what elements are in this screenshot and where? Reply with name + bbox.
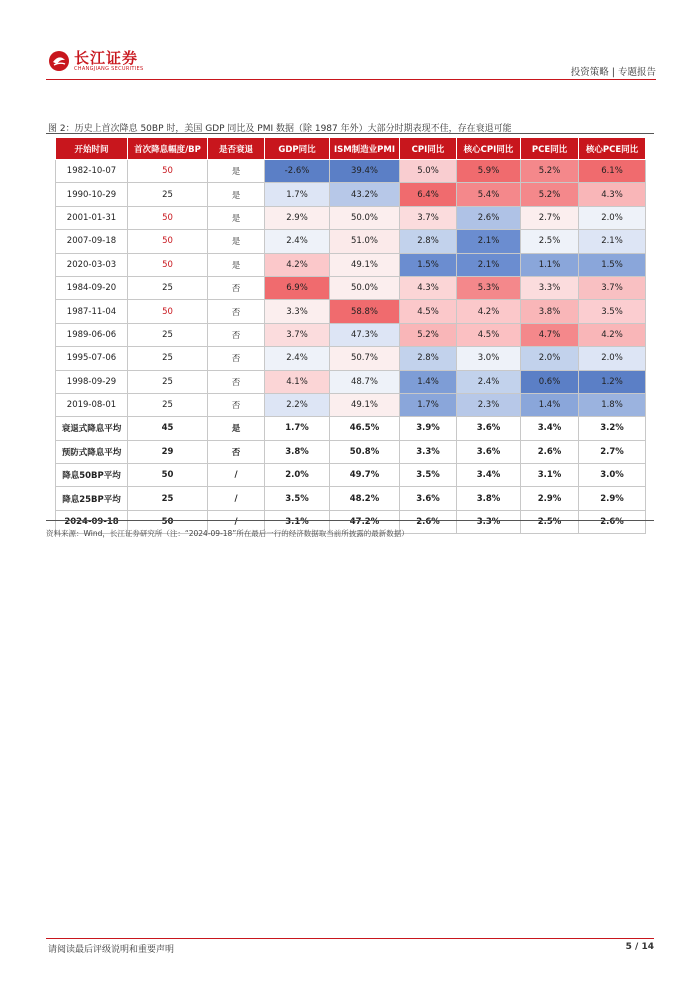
- cell-core-pce: 2.0%: [579, 347, 646, 370]
- figure-title: 图 2：历史上首次降息 50BP 时，美国 GDP 同比及 PMI 数据（除 1987 年外）大部分时期表现不佳，存在衰退可能: [48, 124, 512, 134]
- cell-pce: 2.5%: [521, 230, 579, 253]
- summary-cell-start-date: 衰退式降息平均: [56, 417, 128, 440]
- logo-chinese-name: 长江证券: [74, 49, 139, 67]
- table-row: [56, 347, 646, 370]
- cell-ism-pmi: 50.0%: [330, 276, 400, 299]
- cell-start-date: 1995-07-06: [56, 347, 128, 370]
- table-row: [56, 323, 646, 346]
- summary-cell-gdp: 3.1%: [265, 510, 330, 533]
- summary-cell-start-date: 降息25BP平均: [56, 487, 128, 510]
- cell-core-cpi: 5.3%: [457, 276, 521, 299]
- cell-core-cpi: 3.0%: [457, 347, 521, 370]
- cell-gdp: 2.9%: [265, 206, 330, 229]
- cell-cut-size: 25: [128, 393, 208, 416]
- cell-core-pce: 3.7%: [579, 276, 646, 299]
- page-number: 5 / 14: [625, 942, 654, 952]
- table-header-row: [56, 138, 646, 160]
- cell-cut-size: 25: [128, 370, 208, 393]
- summary-cell-pce: 3.1%: [521, 464, 579, 487]
- rate-cut-comparison-table: [55, 137, 646, 534]
- cell-cut-size: 25: [128, 183, 208, 206]
- summary-cell-start-date: 2024-09-18: [56, 510, 128, 533]
- col-header-ism-pmi: ISM制造业PMI: [330, 138, 400, 160]
- cell-ism-pmi: 43.2%: [330, 183, 400, 206]
- summary-cell-ism-pmi: 47.2%: [330, 510, 400, 533]
- cell-pce: 2.0%: [521, 347, 579, 370]
- cell-cpi: 1.7%: [400, 393, 457, 416]
- cell-start-date: 2020-03-03: [56, 253, 128, 276]
- cell-cpi: 5.2%: [400, 323, 457, 346]
- summary-cell-pce: 2.6%: [521, 440, 579, 463]
- summary-cell-core-cpi: 3.8%: [457, 487, 521, 510]
- table-top-divider: [46, 133, 654, 134]
- summary-cell-ism-pmi: 50.8%: [330, 440, 400, 463]
- cell-cpi: 4.5%: [400, 300, 457, 323]
- cell-recession: 是: [208, 206, 265, 229]
- cell-cpi: 3.7%: [400, 206, 457, 229]
- cell-start-date: 2001-01-31: [56, 206, 128, 229]
- cell-ism-pmi: 58.8%: [330, 300, 400, 323]
- summary-cell-cut-size: 25: [128, 487, 208, 510]
- summary-cell-recession: /: [208, 464, 265, 487]
- summary-cell-recession: 否: [208, 440, 265, 463]
- cell-core-pce: 2.0%: [579, 206, 646, 229]
- cell-cpi: 1.5%: [400, 253, 457, 276]
- cell-recession: 否: [208, 276, 265, 299]
- cell-pce: 3.8%: [521, 300, 579, 323]
- table-row: [56, 253, 646, 276]
- brand-logo: [48, 50, 143, 72]
- cell-cpi: 5.0%: [400, 160, 457, 183]
- cell-recession: 否: [208, 370, 265, 393]
- cell-core-cpi: 4.5%: [457, 323, 521, 346]
- cell-pce: 3.3%: [521, 276, 579, 299]
- cell-recession: 是: [208, 183, 265, 206]
- cell-core-cpi: 2.4%: [457, 370, 521, 393]
- summary-row: [56, 464, 646, 487]
- cell-ism-pmi: 49.1%: [330, 393, 400, 416]
- summary-cell-start-date: 降息50BP平均: [56, 464, 128, 487]
- summary-cell-core-cpi: 3.6%: [457, 417, 521, 440]
- table-bottom-divider: [46, 520, 654, 521]
- summary-cell-cpi: 2.6%: [400, 510, 457, 533]
- summary-row: [56, 487, 646, 510]
- cell-core-cpi: 2.1%: [457, 253, 521, 276]
- cell-cut-size: 25: [128, 323, 208, 346]
- cell-ism-pmi: 48.7%: [330, 370, 400, 393]
- table-row: [56, 300, 646, 323]
- cell-pce: 5.2%: [521, 160, 579, 183]
- summary-cell-cut-size: 50: [128, 510, 208, 533]
- cell-recession: 否: [208, 393, 265, 416]
- summary-cell-ism-pmi: 49.7%: [330, 464, 400, 487]
- col-header-start-date: 开始时间: [56, 138, 128, 160]
- summary-cell-recession: /: [208, 487, 265, 510]
- col-header-cut-size: 首次降息幅度/BP: [128, 138, 208, 160]
- summary-cell-cpi: 3.5%: [400, 464, 457, 487]
- cell-core-cpi: 2.6%: [457, 206, 521, 229]
- summary-cell-gdp: 1.7%: [265, 417, 330, 440]
- cell-cpi: 2.8%: [400, 230, 457, 253]
- cell-recession: 是: [208, 160, 265, 183]
- summary-cell-start-date: 预防式降息平均: [56, 440, 128, 463]
- col-header-core-cpi: 核心CPI同比: [457, 138, 521, 160]
- summary-cell-cpi: 3.6%: [400, 487, 457, 510]
- col-header-gdp: GDP同比: [265, 138, 330, 160]
- cell-core-pce: 1.2%: [579, 370, 646, 393]
- summary-cell-core-pce: 3.0%: [579, 464, 646, 487]
- cell-gdp: 3.7%: [265, 323, 330, 346]
- cell-pce: 1.4%: [521, 393, 579, 416]
- table-row: [56, 276, 646, 299]
- cell-start-date: 1998-09-29: [56, 370, 128, 393]
- summary-cell-pce: 3.4%: [521, 417, 579, 440]
- cell-cpi: 6.4%: [400, 183, 457, 206]
- header-divider: [46, 79, 656, 80]
- col-header-recession: 是否衰退: [208, 138, 265, 160]
- summary-cell-gdp: 3.5%: [265, 487, 330, 510]
- summary-cell-cpi: 3.3%: [400, 440, 457, 463]
- cell-cut-size: 50: [128, 206, 208, 229]
- table-row: [56, 206, 646, 229]
- cell-cpi: 1.4%: [400, 370, 457, 393]
- cell-cpi: 4.3%: [400, 276, 457, 299]
- cell-gdp: 2.2%: [265, 393, 330, 416]
- summary-cell-core-cpi: 3.6%: [457, 440, 521, 463]
- summary-cell-core-cpi: 3.3%: [457, 510, 521, 533]
- cell-start-date: 1989-06-06: [56, 323, 128, 346]
- cell-core-pce: 2.1%: [579, 230, 646, 253]
- summary-cell-pce: 2.5%: [521, 510, 579, 533]
- summary-cell-recession: 是: [208, 417, 265, 440]
- table-row: [56, 160, 646, 183]
- summary-cell-gdp: 2.0%: [265, 464, 330, 487]
- col-header-core-pce: 核心PCE同比: [579, 138, 646, 160]
- cell-gdp: 4.1%: [265, 370, 330, 393]
- cell-core-cpi: 5.9%: [457, 160, 521, 183]
- summary-cell-recession: /: [208, 510, 265, 533]
- table-row: [56, 183, 646, 206]
- col-header-pce: PCE同比: [521, 138, 579, 160]
- table-body: [56, 160, 646, 534]
- summary-cell-core-pce: 2.6%: [579, 510, 646, 533]
- cell-gdp: 4.2%: [265, 253, 330, 276]
- cell-gdp: -2.6%: [265, 160, 330, 183]
- footer-disclaimer: 请阅读最后评级说明和重要声明: [48, 945, 175, 955]
- summary-cell-cpi: 3.9%: [400, 417, 457, 440]
- source-note: 资料来源：Wind，长江证券研究所（注：“2024-09-18”所在最后一行的经济数据取当前所披露的最新数据）: [46, 529, 409, 538]
- table-row: [56, 370, 646, 393]
- changjiang-logo-icon: [48, 50, 70, 72]
- cell-gdp: 2.4%: [265, 347, 330, 370]
- cell-core-pce: 4.3%: [579, 183, 646, 206]
- summary-cell-cut-size: 29: [128, 440, 208, 463]
- cell-ism-pmi: 49.1%: [330, 253, 400, 276]
- cell-core-pce: 6.1%: [579, 160, 646, 183]
- cell-ism-pmi: 50.7%: [330, 347, 400, 370]
- cell-core-pce: 3.5%: [579, 300, 646, 323]
- summary-cell-pce: 2.9%: [521, 487, 579, 510]
- summary-cell-cut-size: 45: [128, 417, 208, 440]
- cell-cpi: 2.8%: [400, 347, 457, 370]
- cell-core-cpi: 4.2%: [457, 300, 521, 323]
- cell-ism-pmi: 47.3%: [330, 323, 400, 346]
- table-row: [56, 230, 646, 253]
- summary-cell-ism-pmi: 48.2%: [330, 487, 400, 510]
- cell-cut-size: 50: [128, 300, 208, 323]
- cell-gdp: 6.9%: [265, 276, 330, 299]
- summary-cell-core-pce: 3.2%: [579, 417, 646, 440]
- cell-pce: 5.2%: [521, 183, 579, 206]
- summary-cell-core-pce: 2.7%: [579, 440, 646, 463]
- cell-recession: 否: [208, 323, 265, 346]
- footer-divider: [46, 938, 654, 939]
- cell-pce: 2.7%: [521, 206, 579, 229]
- cell-start-date: 1982-10-07: [56, 160, 128, 183]
- cell-start-date: 1984-09-20: [56, 276, 128, 299]
- cell-pce: 1.1%: [521, 253, 579, 276]
- summary-cell-core-cpi: 3.4%: [457, 464, 521, 487]
- cell-pce: 0.6%: [521, 370, 579, 393]
- cell-start-date: 2019-08-01: [56, 393, 128, 416]
- cell-recession: 是: [208, 253, 265, 276]
- summary-cell-gdp: 3.8%: [265, 440, 330, 463]
- summary-cell-cut-size: 50: [128, 464, 208, 487]
- cell-core-cpi: 2.3%: [457, 393, 521, 416]
- cell-start-date: 1987-11-04: [56, 300, 128, 323]
- cell-recession: 否: [208, 300, 265, 323]
- cell-ism-pmi: 50.0%: [330, 206, 400, 229]
- cell-recession: 是: [208, 230, 265, 253]
- summary-cell-ism-pmi: 46.5%: [330, 417, 400, 440]
- cell-cut-size: 25: [128, 347, 208, 370]
- cell-start-date: 2007-09-18: [56, 230, 128, 253]
- cell-gdp: 2.4%: [265, 230, 330, 253]
- cell-core-pce: 4.2%: [579, 323, 646, 346]
- cell-ism-pmi: 39.4%: [330, 160, 400, 183]
- cell-recession: 否: [208, 347, 265, 370]
- cell-core-cpi: 2.1%: [457, 230, 521, 253]
- cell-gdp: 3.3%: [265, 300, 330, 323]
- summary-row: [56, 417, 646, 440]
- cell-cut-size: 50: [128, 160, 208, 183]
- cell-cut-size: 50: [128, 253, 208, 276]
- cell-gdp: 1.7%: [265, 183, 330, 206]
- cell-cut-size: 25: [128, 276, 208, 299]
- cell-pce: 4.7%: [521, 323, 579, 346]
- report-section-label: 投资策略 | 专题报告: [570, 67, 656, 78]
- summary-row: [56, 440, 646, 463]
- cell-core-cpi: 5.4%: [457, 183, 521, 206]
- page-header: [0, 0, 700, 90]
- cell-start-date: 1990-10-29: [56, 183, 128, 206]
- logo-english-name: CHANGJIANG SECURITIES: [74, 66, 144, 72]
- col-header-cpi: CPI同比: [400, 138, 457, 160]
- cell-cut-size: 50: [128, 230, 208, 253]
- table-row: [56, 393, 646, 416]
- cell-core-pce: 1.8%: [579, 393, 646, 416]
- cell-core-pce: 1.5%: [579, 253, 646, 276]
- summary-cell-core-pce: 2.9%: [579, 487, 646, 510]
- cell-ism-pmi: 51.0%: [330, 230, 400, 253]
